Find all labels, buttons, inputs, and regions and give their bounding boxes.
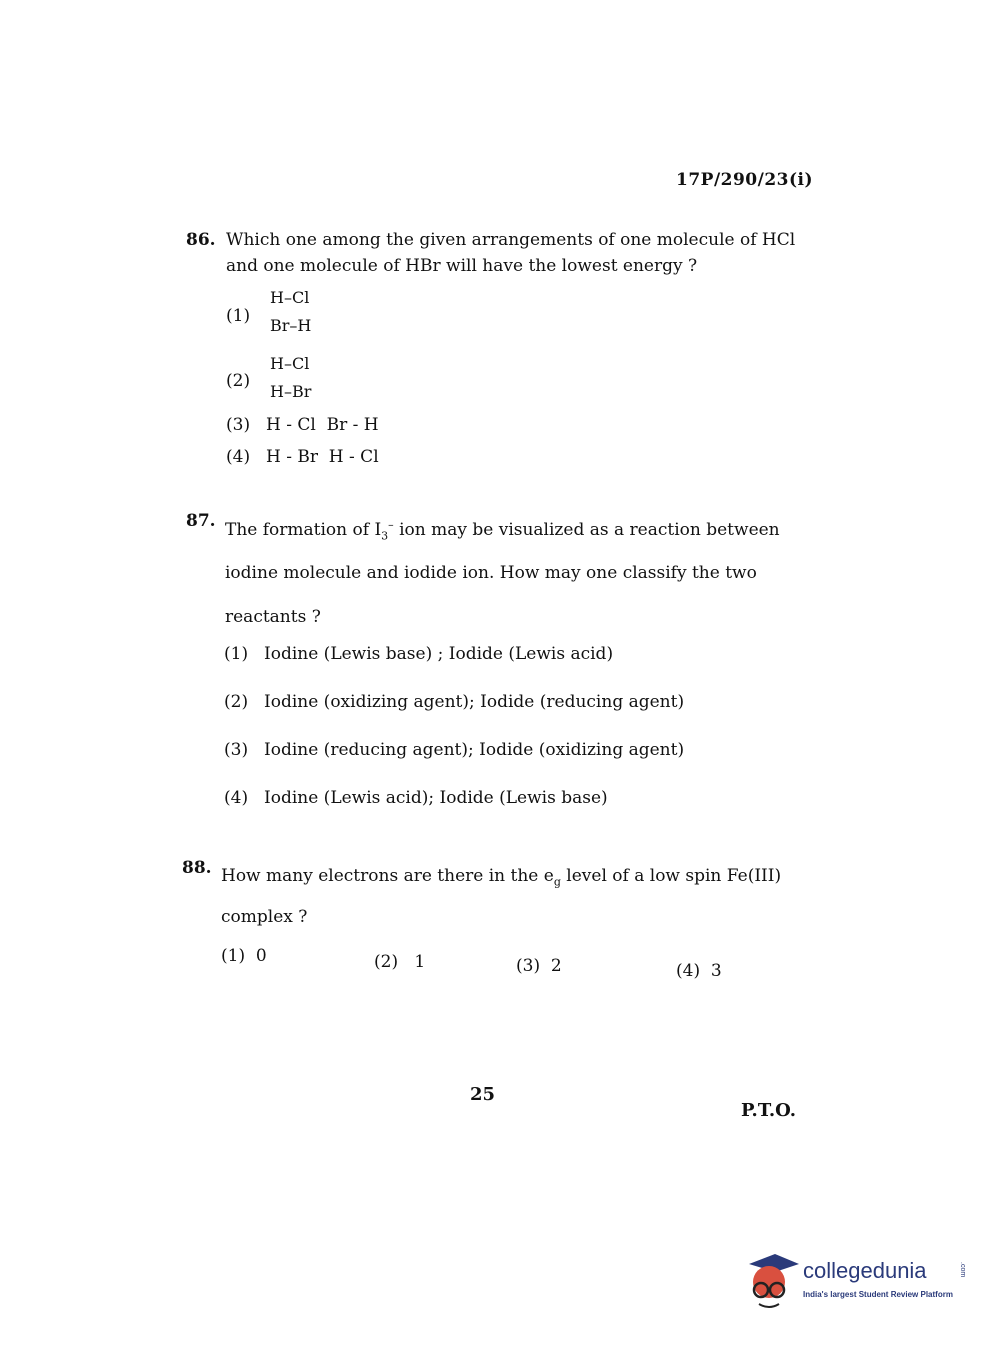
q87-option-1 bbox=[224, 644, 613, 664]
q86-option-3-number: (3) bbox=[226, 415, 251, 435]
question-87-line1-a: The formation of I bbox=[225, 520, 382, 540]
q87-option-1-number: (1) bbox=[224, 644, 249, 664]
question-87-line1-b: ion may be visualized as a reaction between bbox=[393, 520, 780, 540]
q86-option-1-top: H–Cl bbox=[270, 288, 310, 307]
question-87-line1 bbox=[225, 509, 780, 552]
q88-option-2-text: 1 bbox=[414, 952, 426, 972]
q88-option-3-number: (3) bbox=[516, 956, 541, 976]
q86-option-3 bbox=[226, 415, 379, 435]
q87-option-3-text: Iodine (reducing agent); Iodide (oxidizing agent) bbox=[264, 740, 685, 760]
q88-option-4 bbox=[676, 961, 722, 981]
question-87-line2: iodine molecule and iodide ion. How may one classify the two bbox=[225, 563, 757, 584]
q86-option-2-bottom: H–Br bbox=[270, 382, 312, 401]
question-87-number: 87. bbox=[186, 511, 216, 531]
q87-option-1-text: Iodine (Lewis base) ; Iodide (Lewis acid) bbox=[264, 644, 614, 664]
q87-option-2-text: Iodine (oxidizing agent); Iodide (reducing agent) bbox=[264, 692, 685, 712]
q88-option-4-text: 3 bbox=[710, 961, 722, 981]
question-88-line1-b: level of a low spin Fe(III) bbox=[560, 866, 782, 886]
q87-option-3 bbox=[224, 740, 684, 760]
q88-option-4-number: (4) bbox=[676, 961, 701, 981]
question-88-line2: complex ? bbox=[221, 906, 308, 927]
logo-tagline: India's largest Student Review Platform bbox=[803, 1290, 953, 1299]
q86-option-1-number: (1) bbox=[226, 306, 251, 326]
logo-suffix: .com bbox=[959, 1262, 966, 1278]
question-86-number: 86. bbox=[186, 230, 216, 250]
question-86-text bbox=[226, 228, 795, 279]
pto-label: P.T.O. bbox=[741, 1100, 797, 1121]
question-88-line1-sub: g bbox=[553, 875, 561, 889]
q87-option-3-number: (3) bbox=[224, 740, 249, 760]
q88-option-3-text: 2 bbox=[550, 956, 562, 976]
q86-option-1-bottom: Br–H bbox=[270, 316, 312, 335]
q86-option-4-number: (4) bbox=[226, 447, 251, 467]
q88-option-3 bbox=[516, 956, 562, 976]
q88-option-2 bbox=[374, 952, 425, 972]
question-86-line2: and one molecule of HBr will have the lowest energy ? bbox=[226, 255, 698, 276]
question-88-number: 88. bbox=[182, 858, 212, 878]
mascot-icon bbox=[745, 1250, 799, 1314]
q87-option-4 bbox=[224, 788, 608, 808]
paper-code: 17P/290/23(i) bbox=[676, 170, 814, 190]
q86-option-3-text: H - Cl Br - H bbox=[266, 415, 379, 435]
q88-option-2-number: (2) bbox=[374, 952, 399, 972]
q86-option-2-top: H–Cl bbox=[270, 354, 310, 373]
q86-option-2-number: (2) bbox=[226, 371, 251, 391]
q86-option-4-text: H - Br H - Cl bbox=[266, 447, 379, 467]
question-87-line3: reactants ? bbox=[225, 606, 321, 627]
question-88-line1-a: How many electrons are there in the e bbox=[221, 866, 554, 886]
question-88-text bbox=[221, 856, 781, 938]
q88-option-1 bbox=[221, 946, 267, 966]
q87-option-2-number: (2) bbox=[224, 692, 249, 712]
q87-option-4-text: Iodine (Lewis acid); Iodide (Lewis base) bbox=[264, 788, 608, 808]
collegedunia-logo bbox=[745, 1250, 975, 1320]
question-88-line1 bbox=[221, 856, 781, 897]
page-number: 25 bbox=[470, 1084, 496, 1105]
q87-option-2 bbox=[224, 692, 684, 712]
q86-option-4 bbox=[226, 447, 379, 467]
q87-option-4-number: (4) bbox=[224, 788, 249, 808]
question-87-text bbox=[225, 509, 780, 639]
q88-option-1-number: (1) bbox=[221, 946, 246, 966]
q88-option-1-text: 0 bbox=[255, 946, 267, 966]
logo-name: collegedunia bbox=[803, 1258, 927, 1283]
question-86-line1: Which one among the given arrangements of one molecule of HCl bbox=[226, 230, 796, 250]
question-87-line1-sub: 3 bbox=[381, 529, 389, 543]
question-87-line1-sup: – bbox=[388, 518, 394, 532]
